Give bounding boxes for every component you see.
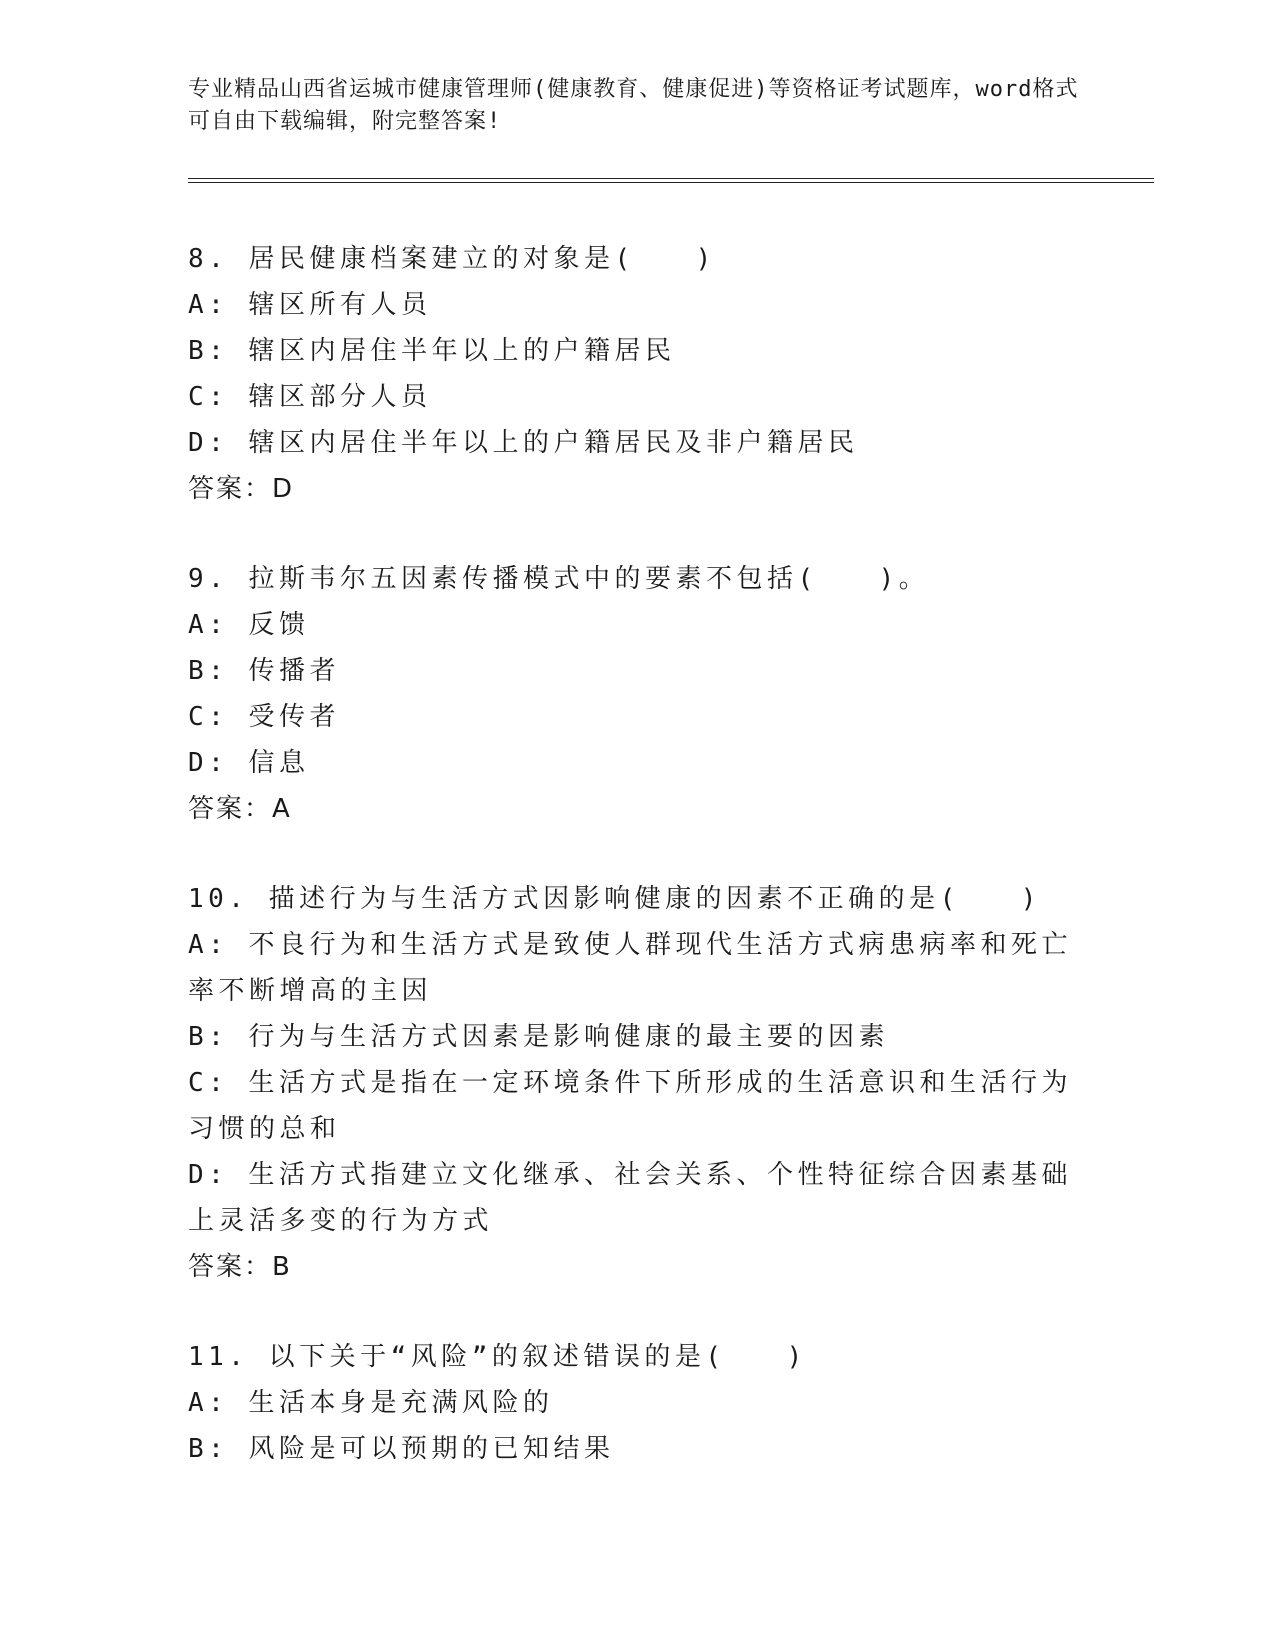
- question-stem: 11. 以下关于“风险”的叙述错误的是( ): [188, 1342, 807, 1372]
- option-b: B: 风险是可以预期的已知结果: [188, 1434, 615, 1464]
- option-d: D: 生活方式指建立文化继承、社会关系、个性特征综合因素基础上灵活多变的行为方式: [188, 1160, 1072, 1236]
- option-c: C: 受传者: [188, 702, 340, 732]
- option-a: A: 辖区所有人员: [188, 290, 432, 320]
- option-c: C: 生活方式是指在一定环境条件下所形成的生活意识和生活行为习惯的总和: [188, 1068, 1072, 1144]
- option-a: A: 不良行为和生活方式是致使人群现代生活方式病患病率和死亡率不断增高的主因: [188, 930, 1072, 1006]
- header-intro-text: 专业精品山西省运城市健康管理师(健康教育、健康促进)等资格证考试题库，word格式可自由下载编辑，附完整答案!: [188, 77, 1079, 134]
- option-b: B: 辖区内居住半年以上的户籍居民: [188, 336, 676, 366]
- option-b: B: 传播者: [188, 656, 340, 686]
- document-header: [188, 74, 1088, 138]
- option-a: A: 反馈: [188, 610, 310, 640]
- question-stem: 9. 拉斯韦尔五因素传播模式中的要素不包括( )。: [188, 564, 930, 594]
- answer-label: 答案：D: [188, 474, 295, 504]
- header-double-rule: [188, 178, 1154, 183]
- question-stem: 8. 居民健康档案建立的对象是( ): [188, 244, 716, 274]
- question-9: [188, 556, 1088, 832]
- option-c: C: 辖区部分人员: [188, 382, 432, 412]
- option-b: B: 行为与生活方式因素是影响健康的最主要的因素: [188, 1022, 889, 1052]
- option-d: D: 辖区内居住半年以上的户籍居民及非户籍居民: [188, 428, 859, 458]
- option-d: D: 信息: [188, 748, 310, 778]
- question-stem: 10. 描述行为与生活方式因影响健康的因素不正确的是( ): [188, 884, 1041, 914]
- question-10: [188, 876, 1088, 1290]
- answer-label: 答案：A: [188, 794, 292, 824]
- question-list: [188, 236, 1088, 1516]
- question-8: [188, 236, 1088, 512]
- answer-label: 答案：B: [188, 1252, 292, 1282]
- question-11: [188, 1334, 1088, 1472]
- option-a: A: 生活本身是充满风险的: [188, 1388, 554, 1418]
